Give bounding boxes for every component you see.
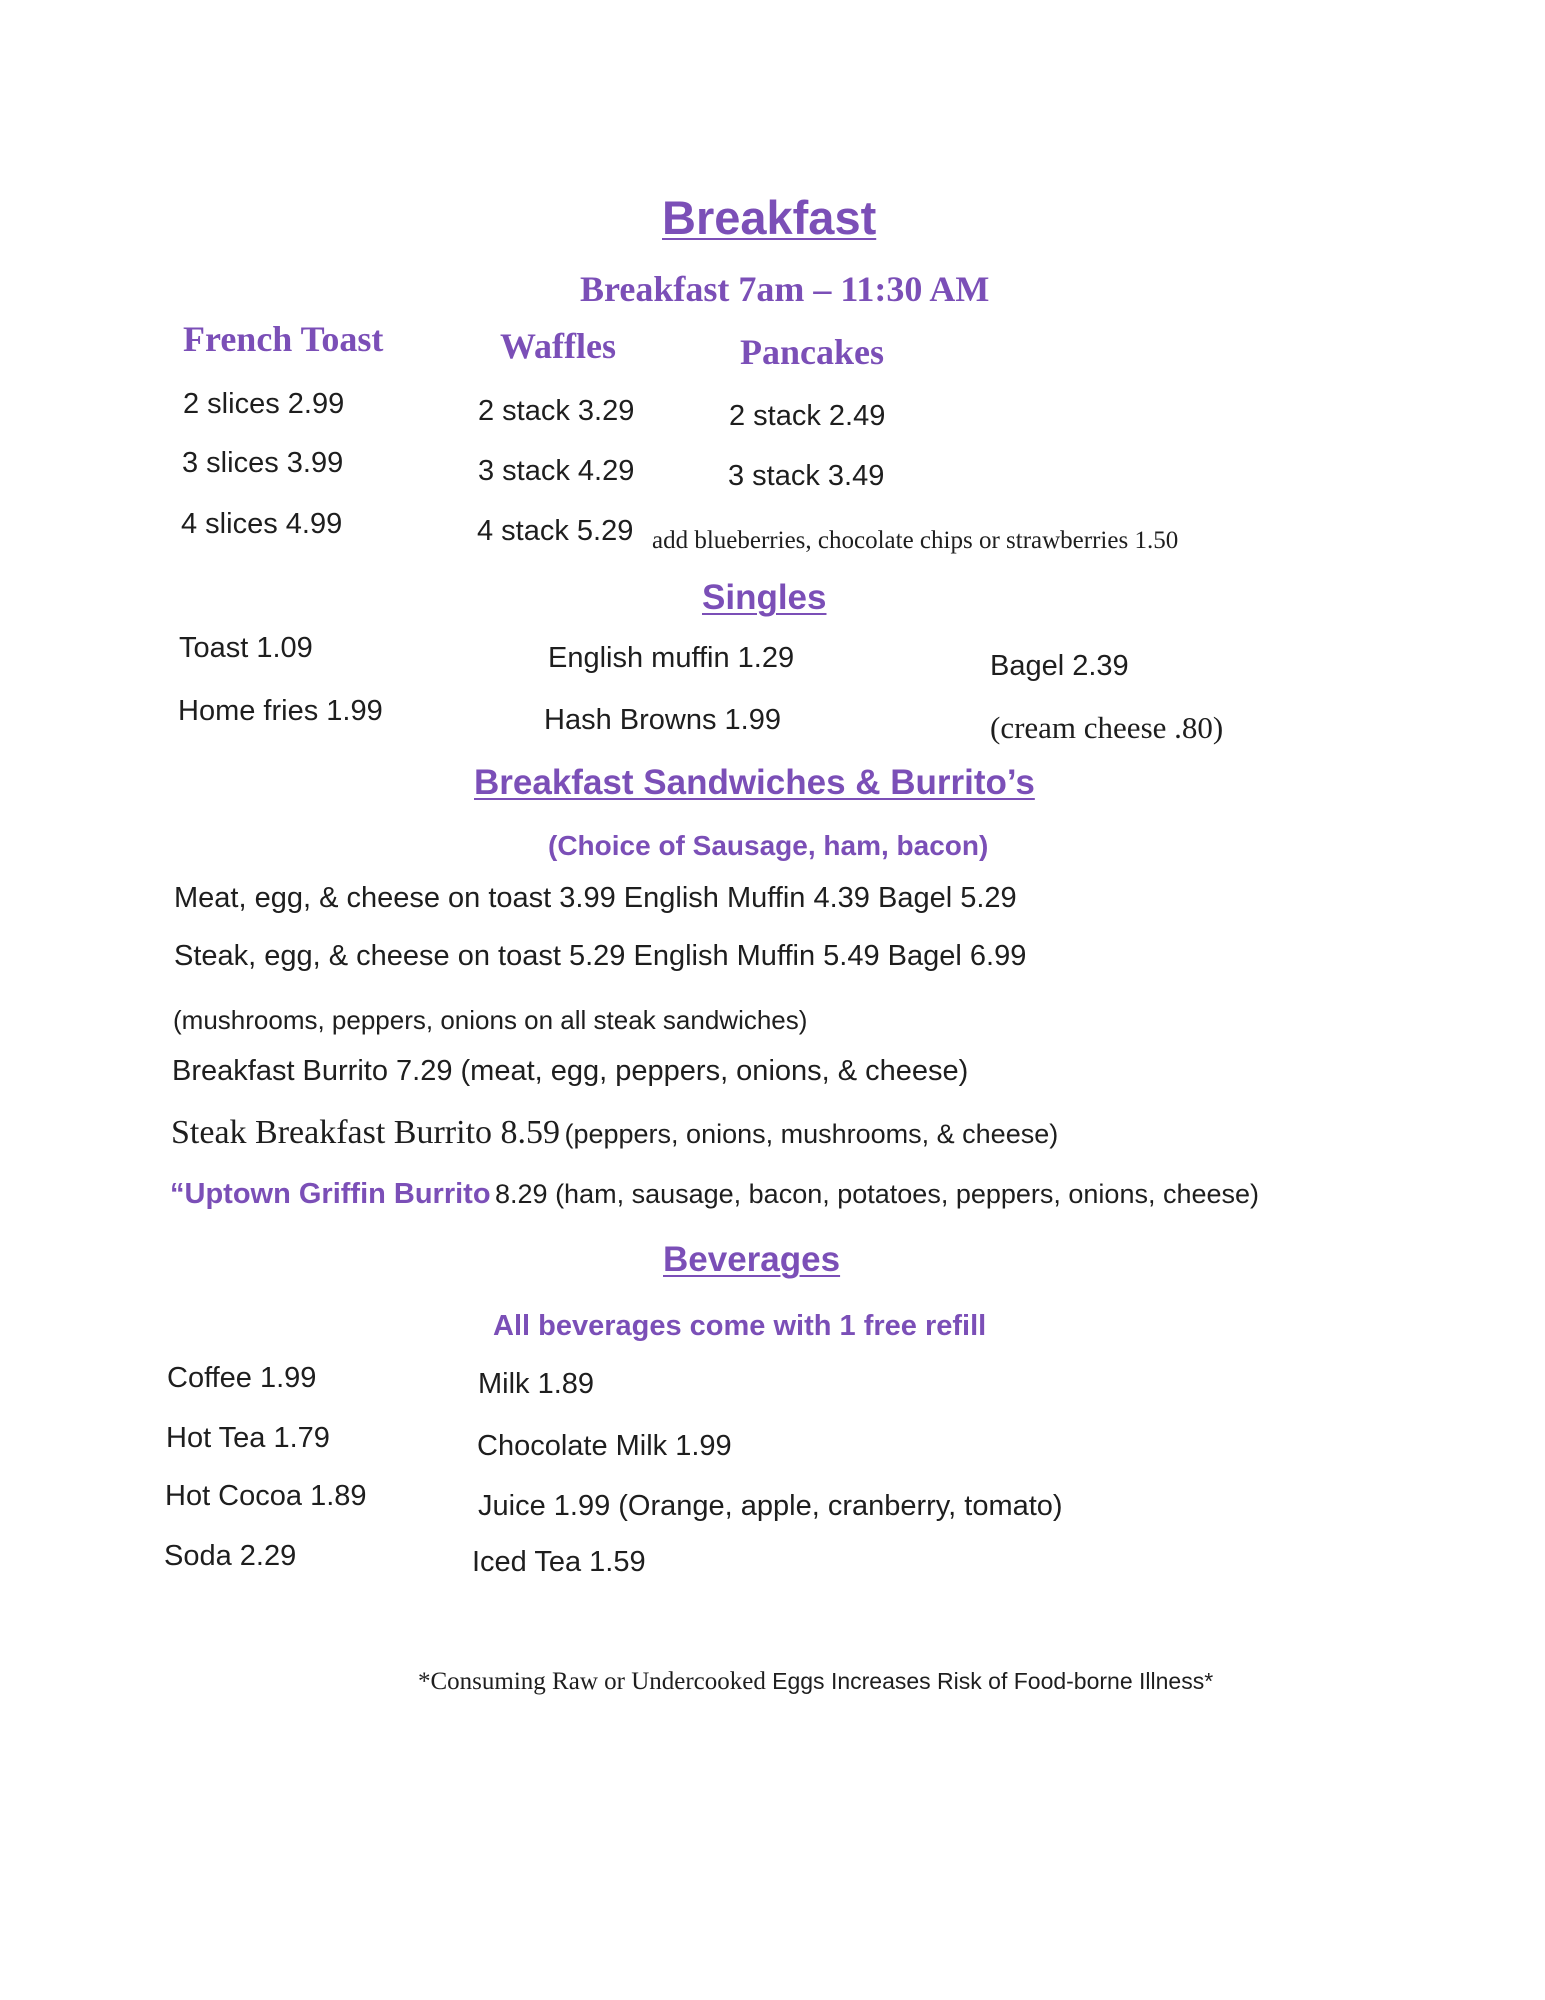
singles-heading: Singles — [702, 578, 827, 617]
beverage-chocolate-milk: Chocolate Milk 1.99 — [477, 1430, 732, 1462]
waffles-4-stack: 4 stack 5.29 — [477, 515, 634, 547]
uptown-burrito-desc: 8.29 (ham, sausage, bacon, potatoes, peppers, onions, cheese) — [495, 1179, 1260, 1209]
beverages-subheading: All beverages come with 1 free refill — [493, 1310, 987, 1342]
beverage-iced-tea: Iced Tea 1.59 — [472, 1546, 646, 1578]
addon-note: add blueberries, chocolate chips or strawberries 1.50 — [652, 527, 1179, 554]
waffles-heading: Waffles — [500, 326, 616, 366]
singles-cream-cheese: (cream cheese .80) — [990, 710, 1224, 745]
meat-egg-cheese-line: Meat, egg, & cheese on toast 3.99 English Muffin 4.39 Bagel 5.29 — [174, 882, 1017, 914]
steak-egg-cheese-line: Steak, egg, & cheese on toast 5.29 English Muffin 5.49 Bagel 6.99 — [174, 940, 1027, 972]
steak-burrito-line — [171, 1114, 1058, 1152]
steak-note: (mushrooms, peppers, onions on all steak sandwiches) — [173, 1005, 808, 1035]
singles-bagel: Bagel 2.39 — [990, 650, 1129, 682]
singles-home-fries: Home fries 1.99 — [178, 695, 383, 727]
french-toast-4-slices: 4 slices 4.99 — [181, 508, 343, 540]
beverage-juice: Juice 1.99 (Orange, apple, cranberry, tomato) — [478, 1490, 1063, 1522]
food-safety-warning — [418, 1668, 1213, 1696]
beverage-coffee: Coffee 1.99 — [167, 1362, 317, 1394]
steak-burrito-desc: (peppers, onions, mushrooms, & cheese) — [564, 1119, 1059, 1149]
french-toast-heading: French Toast — [183, 319, 384, 359]
breakfast-burrito-line: Breakfast Burrito 7.29 (meat, egg, peppers, onions, & cheese) — [172, 1055, 969, 1087]
pancakes-3-stack: 3 stack 3.49 — [728, 460, 885, 492]
warning-part-2: Eggs Increases Risk of Food-borne Illness* — [772, 1668, 1214, 1694]
singles-toast: Toast 1.09 — [179, 632, 313, 664]
pancakes-2-stack: 2 stack 2.49 — [729, 400, 886, 432]
sandwiches-subheading: (Choice of Sausage, ham, bacon) — [548, 830, 989, 861]
french-toast-2-slices: 2 slices 2.99 — [183, 388, 345, 420]
beverage-hot-tea: Hot Tea 1.79 — [166, 1422, 330, 1454]
warning-part-1: *Consuming Raw or Undercooked — [418, 1668, 773, 1695]
hours: Breakfast 7am – 11:30 AM — [580, 269, 990, 309]
singles-english-muffin: English muffin 1.29 — [548, 642, 795, 674]
beverages-heading: Beverages — [663, 1240, 841, 1279]
french-toast-3-slices: 3 slices 3.99 — [182, 447, 344, 479]
pancakes-heading: Pancakes — [740, 332, 884, 372]
waffles-2-stack: 2 stack 3.29 — [478, 395, 635, 427]
uptown-burrito-name: “Uptown Griffin Burrito — [170, 1178, 491, 1210]
sandwiches-heading: Breakfast Sandwiches & Burrito’s — [474, 763, 1035, 802]
page-title: Breakfast — [662, 191, 877, 244]
uptown-burrito-line — [170, 1178, 1259, 1211]
beverage-hot-cocoa: Hot Cocoa 1.89 — [165, 1480, 367, 1512]
steak-burrito-name: Steak Breakfast Burrito 8.59 — [171, 1114, 561, 1151]
beverage-soda: Soda 2.29 — [164, 1540, 297, 1572]
beverage-milk: Milk 1.89 — [478, 1368, 595, 1400]
singles-hash-browns: Hash Browns 1.99 — [544, 704, 781, 736]
waffles-3-stack: 3 stack 4.29 — [478, 455, 635, 487]
